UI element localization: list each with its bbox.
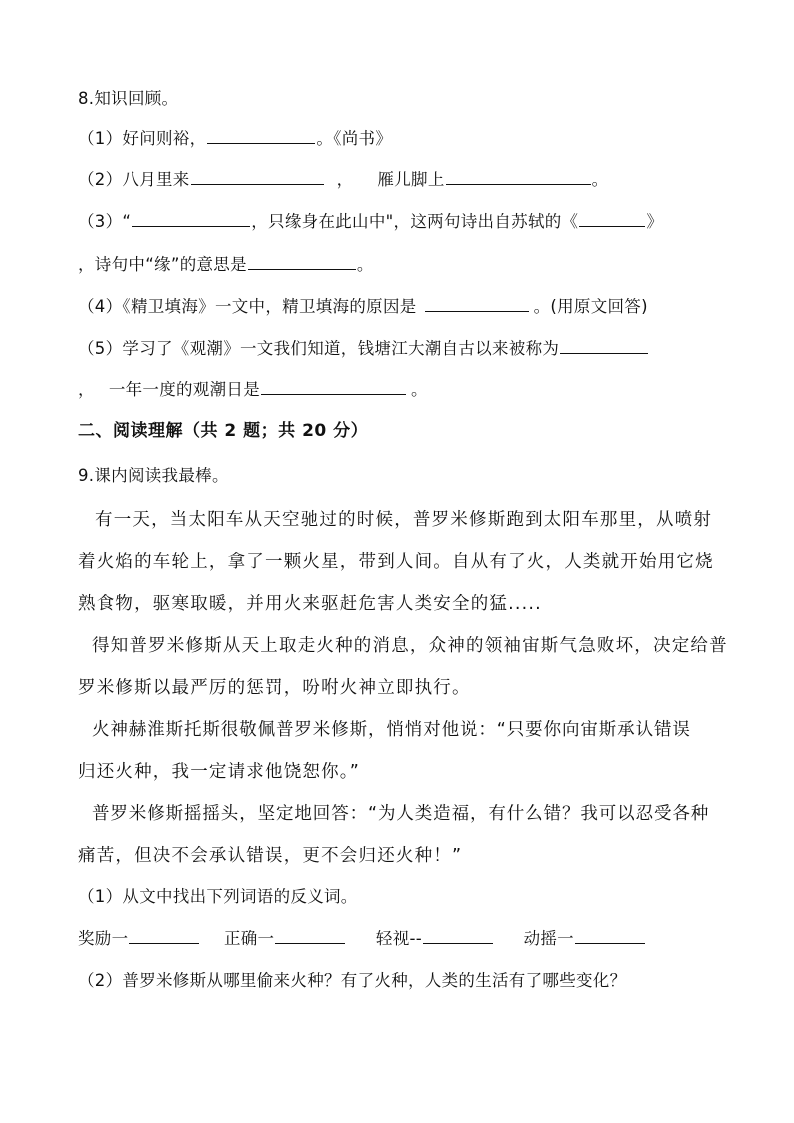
answer-blank[interactable] <box>575 928 645 944</box>
answer-blank[interactable] <box>423 928 493 944</box>
answer-blank[interactable] <box>132 211 250 227</box>
q8-item-1: （1）好问则裕， 。《尚书》 <box>78 129 393 148</box>
answer-blank[interactable] <box>560 338 648 354</box>
q9-sub-2-prompt: （2）普罗米修斯从哪里偷来火种？有了火种，人类的生活有了哪些变化？ <box>78 971 627 990</box>
q8-item-5-cont: ， 一年一度的观潮日是 。 <box>78 380 428 399</box>
q9-sub-1-prompt: （1）从文中找出下列词语的反义词。 <box>78 887 358 906</box>
answer-blank[interactable] <box>207 128 315 144</box>
answer-blank[interactable] <box>579 211 645 227</box>
passage-line: 普罗米修斯摇摇头，坚定地回答：“为人类造福，有什么错？我可以忍受各种 <box>92 804 710 824</box>
passage-line: 归还火种，我一定请求他饶恕你。” <box>78 762 361 782</box>
q9-antonym-row: 奖励一 正确一 轻视-- 动摇一 <box>78 928 646 950</box>
q9-title: 9.课内阅读我最棒。 <box>78 466 229 485</box>
answer-blank[interactable] <box>191 169 324 185</box>
answer-blank[interactable] <box>261 379 406 395</box>
passage-line: 有一天，当太阳车从天空驰过的时候，普罗米修斯跑到太阳车那里，从喷射 <box>95 510 713 530</box>
passage-line: 着火焰的车轮上，拿了一颗火星，带到人间。自从有了火，人类就开始用它烧 <box>78 552 714 572</box>
q8-item-3-cont: ，诗句中“缘”的意思是 。 <box>78 255 374 274</box>
q8-item-2: （2）八月里来 ， 雁儿脚上 。 <box>78 170 609 189</box>
passage-line: 痛苦，但决不会承认错误，更不会归还火种！” <box>78 846 463 866</box>
section-2-title: 二、阅读理解（共 2 题；共 20 分） <box>78 421 369 441</box>
answer-blank[interactable] <box>446 169 591 185</box>
answer-blank[interactable] <box>275 928 345 944</box>
passage-line: 熟食物，驱寒取暖，并用火来驱赶危害人类安全的猛..... <box>78 594 542 614</box>
q8-item-4: （4）《精卫填海》一文中，精卫填海的原因是 。(用原文回答) <box>78 297 648 316</box>
q8-item-5: （5）学习了《观潮》一文我们知道，钱塘江大潮自古以来被称为 <box>78 338 649 360</box>
answer-blank[interactable] <box>425 296 529 312</box>
passage-line: 得知普罗米修斯从天上取走火种的消息，众神的领袖宙斯气急败坏，决定给普 <box>92 636 728 656</box>
passage-line: 罗米修斯以最严厉的惩罚，吩咐火神立即执行。 <box>78 678 471 698</box>
passage-line: 火神赫淮斯托斯很敬佩普罗米修斯，悄悄对他说：“只要你向宙斯承认错误 <box>92 720 691 740</box>
answer-blank[interactable] <box>248 254 356 270</box>
answer-blank[interactable] <box>129 928 199 944</box>
q8-title: 8.知识回顾。 <box>78 89 179 108</box>
q8-item-3: （3）“ ，只缘身在此山中"，这两句诗出自苏轼的《 》 <box>78 212 664 231</box>
